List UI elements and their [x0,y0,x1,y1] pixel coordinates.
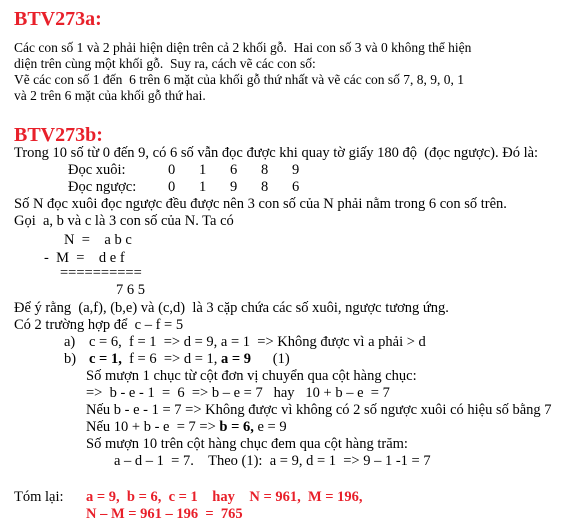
summary-line-1: a = 9, b = 6, c = 1 hay N = 961, M = 196, [86,489,363,505]
row-doc-xuoi-digit: 1 [199,162,207,178]
paragraph-line: Có 2 trường hợp để c – f = 5 [14,317,184,333]
heading-btv273a: BTV273a: [14,8,102,30]
case-b-label: b) [64,351,77,367]
step-line: Số mượn 1 chục từ cột đơn vị chuyển qua cột hàng chục: [86,368,417,384]
part-a-line-1: Các con số 1 và 2 phải hiện diện trên cả 2 khối gỗ. Hai con số 3 và 0 không thể hiện [14,40,472,55]
step-plain: e = 9 [253,419,287,435]
step-line: Nếu b - e - 1 = 7 => Không được vì không có 2 số ngược xuôi có hiệu số bằng 7 [86,402,552,418]
case-b-plain: (1) [251,351,290,367]
part-a-line-2: diện trên cùng một khối gỗ. Suy ra, cách vẽ các con số: [14,56,316,71]
row-doc-nguoc-digit: 8 [261,179,269,195]
case-b-text [89,351,290,368]
intro-line: Trong 10 số từ 0 đến 9, có 6 số vẫn đọc được khi quay tờ giấy 180 độ (đọc ngược). Đó là: [14,145,539,161]
row-doc-xuoi-digit: 0 [168,162,176,178]
part-a-line-4: và 2 trên 6 mặt của khối gỗ thứ hai. [14,88,206,103]
step-line [86,419,287,436]
row-doc-nguoc-digit: 1 [199,179,207,195]
case-a-text: c = 6, f = 1 => d = 9, a = 1 => Không được vì a phải > d [89,334,426,350]
subtraction-row-m: - M = d e f [44,250,125,266]
row-doc-xuoi-digit: 8 [261,162,269,178]
step-bold: b = 6, [219,419,254,435]
case-b-plain: f = 6 => d = 1, [121,351,221,367]
row-label-doc-nguoc: Đọc ngược: [68,179,137,195]
step-plain: Nếu 10 + b - e = 7 => [86,419,220,435]
step-line: a – d – 1 = 7. Theo (1): a = 9, d = 1 => 9 – 1 -1 = 7 [114,453,431,469]
part-a-line-3: Vẽ các con số 1 đến 6 trên 6 mặt của khối gỗ thứ nhất và vẽ các con số 7, 8, 9, 0, 1 [14,72,465,87]
summary-line-2: N – M = 961 – 196 = 765 [86,506,243,522]
case-b-bold: c = 1, [89,351,122,367]
row-doc-xuoi-digit: 9 [292,162,300,178]
row-doc-nguoc-digit: 9 [230,179,238,195]
case-a-label: a) [64,334,76,350]
subtraction-result: 7 6 5 [116,282,145,298]
summary-label: Tóm lại: [14,489,64,505]
paragraph-line: Gọi a, b và c là 3 con số của N. Ta có [14,213,234,229]
row-doc-nguoc-digit: 6 [292,179,300,195]
case-b-bold: a = 9 [221,351,252,367]
row-label-doc-xuoi: Đọc xuôi: [68,162,126,178]
subtraction-rule: ========== [60,265,142,281]
paragraph-line: Để ý rằng (a,f), (b,e) và (c,d) là 3 cặp chứa các số xuôi, ngược tương ứng. [14,300,449,316]
step-line: => b - e - 1 = 6 => b – e = 7 hay 10 + b – e = 7 [86,385,390,401]
subtraction-row-n: N = a b c [64,232,132,248]
row-doc-nguoc-digit: 0 [168,179,176,195]
paragraph-line: Số N đọc xuôi đọc ngược đều được nên 3 con số của N phải nằm trong 6 con số trên. [14,196,507,212]
heading-btv273b: BTV273b: [14,124,103,146]
row-doc-xuoi-digit: 6 [230,162,238,178]
step-line: Số mượn 10 trên cột hàng chục đem qua cột hàng trăm: [86,436,408,452]
